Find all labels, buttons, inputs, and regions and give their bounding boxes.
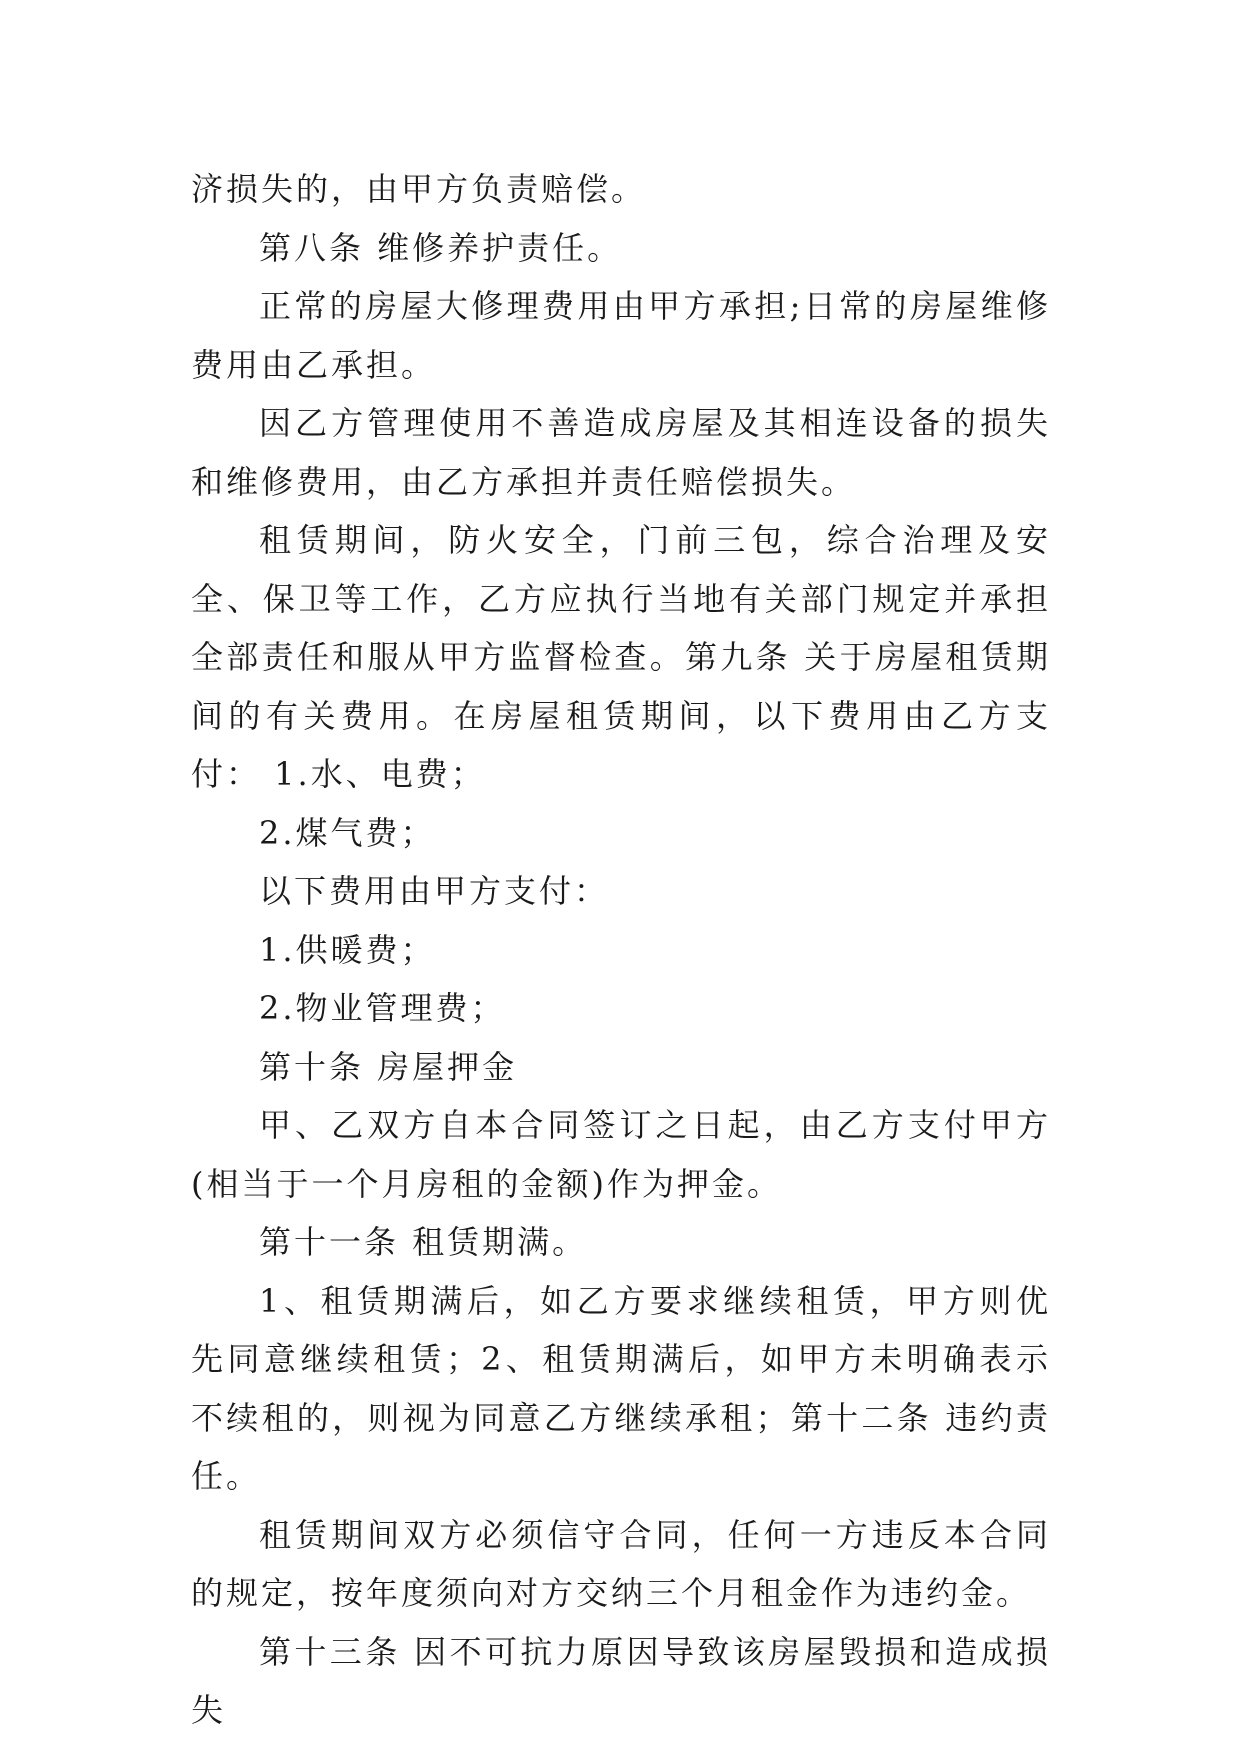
paragraph: 甲、乙双方自本合同签订之日起，由乙方支付甲方(相当于一个月房租的金额)作为押金。 xyxy=(191,1106,1051,1203)
paragraph: 第十一条 租赁期满。 xyxy=(259,1223,588,1261)
document-body xyxy=(191,160,1051,1740)
paragraph: 第十条 房屋押金 xyxy=(259,1047,518,1086)
paragraph: 2.物业管理费； xyxy=(259,989,506,1027)
paragraph: 正常的房屋大修理费用由甲方承担;日常的房屋维修费用由乙承担。 xyxy=(191,287,1051,384)
paragraph: 第十三条 因不可抗力原因导致该房屋毁损和造成损失 xyxy=(191,1632,1051,1729)
paragraph: 济损失的，由甲方负责赔偿。 xyxy=(191,170,647,208)
paragraph: 1.供暖费； xyxy=(259,930,436,969)
paragraph: 租赁期间双方必须信守合同，任何一方违反本合同的规定，按年度须向对方交纳三个月租金作为违约金。 xyxy=(191,1515,1051,1612)
paragraph: 因乙方管理使用不善造成房屋及其相连设备的损失和维修费用，由乙方承担并责任赔偿损失。 xyxy=(191,404,1051,501)
paragraph: 租赁期间，防火安全，门前三包，综合治理及安全、保卫等工作，乙方应执行当地有关部门规定并承担全部责任和服从甲方监督检查。第九条 关于房屋租赁期间的有关费用。在房屋租赁期间，以下费用由乙方支付： 1.水、电费； xyxy=(191,521,1051,793)
paragraph: 第八条 维修养护责任。 xyxy=(259,228,623,267)
paragraph: 2.煤气费； xyxy=(259,813,436,852)
paragraph: 以下费用由甲方支付： xyxy=(259,872,610,910)
paragraph: 1、租赁期满后，如乙方要求继续租赁，甲方则优先同意继续租赁；2、租赁期满后，如甲方未明确表示不续租的，则视为同意乙方继续承租；第十二条 违约责任。 xyxy=(191,1281,1051,1495)
